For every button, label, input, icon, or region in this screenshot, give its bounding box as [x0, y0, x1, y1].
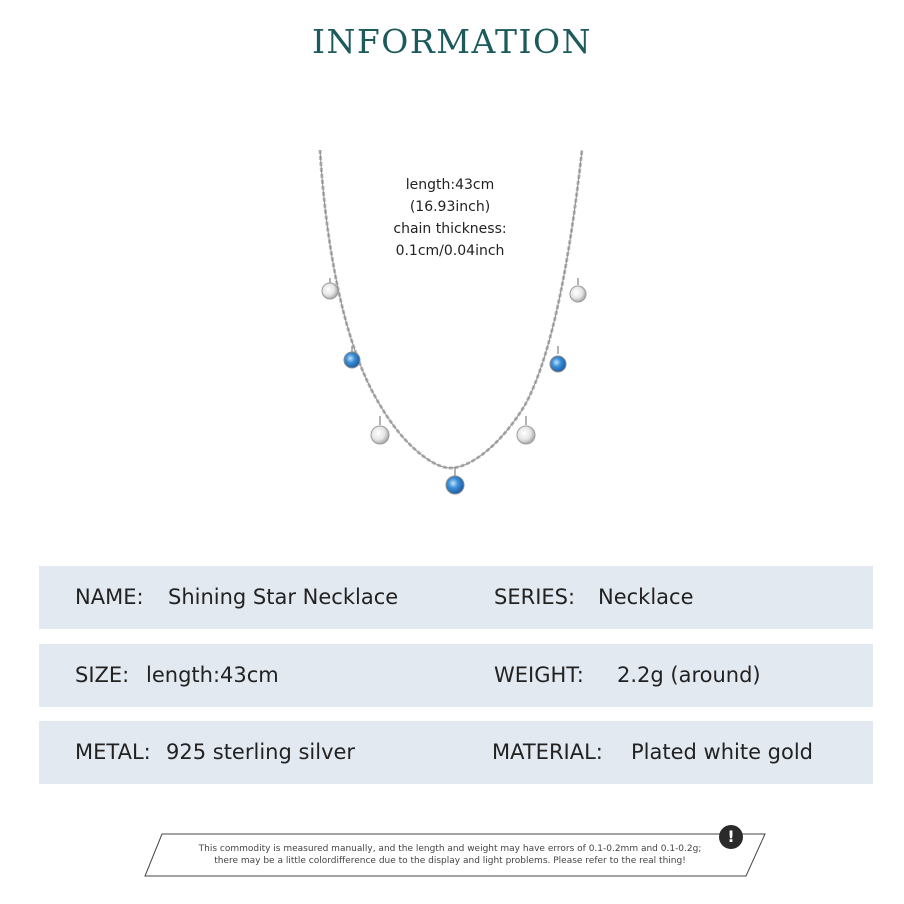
material-value: Plated white gold [631, 740, 814, 764]
page-title: INFORMATION [311, 22, 592, 61]
clear-stone [371, 426, 389, 444]
clear-stone [570, 286, 586, 302]
thickness-label: chain thickness: [393, 221, 507, 237]
size-label: SIZE: [75, 663, 130, 687]
thickness-value: 0.1cm/0.04inch [395, 243, 505, 259]
exclamation-icon: ! [719, 825, 743, 849]
clear-stone [517, 426, 535, 444]
name-label: NAME: [75, 585, 144, 609]
length-inch-text: (16.93inch) [409, 199, 491, 215]
blue-stone [550, 356, 566, 372]
size-value: length:43cm [146, 663, 279, 687]
metal-label: METAL: [75, 740, 151, 764]
disclaimer-line-1: This commodity is measured manually, and the length and weight may have errors of 0.1-0.2mm and 0.1-0.2g; [198, 844, 702, 854]
series-label: SERIES: [494, 585, 576, 609]
material-label: MATERIAL: [492, 740, 603, 764]
weight-value: 2.2g (around) [617, 663, 761, 687]
dimension-notes [380, 174, 520, 262]
disclaimer-text [160, 843, 740, 867]
series-value: Necklace [598, 585, 694, 609]
clear-stone [322, 283, 338, 299]
name-value: Shining Star Necklace [168, 585, 399, 609]
spec-row-size [39, 644, 873, 707]
blue-stone [446, 476, 464, 494]
blue-stone [344, 352, 360, 368]
metal-value: 925 sterling silver [166, 740, 356, 764]
weight-label: WEIGHT: [494, 663, 584, 687]
spec-row-name [39, 566, 873, 629]
spec-row-metal [39, 721, 873, 784]
disclaimer-line-2: there may be a little colordifference due to the display and light problems. Please refer to the real thing! [214, 856, 686, 866]
length-text: length:43cm [405, 177, 495, 193]
